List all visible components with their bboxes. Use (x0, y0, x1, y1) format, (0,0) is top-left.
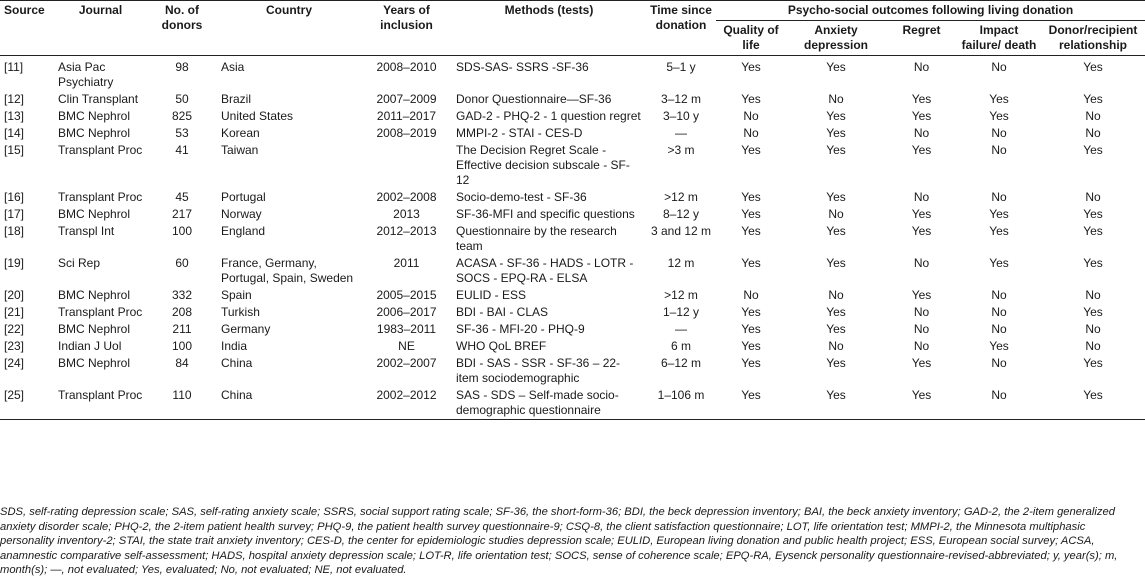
table-row (0, 255, 1145, 287)
cell-source: [20] (4, 288, 25, 302)
cell-anxiety: Yes (786, 387, 886, 420)
cell-time: 6–12 m (660, 356, 702, 370)
cell-methods: WHO QoL BREF (456, 339, 547, 353)
cell-regret: Yes (911, 92, 932, 106)
cell-time: 1–12 y (662, 305, 700, 319)
cell-regret: Yes (911, 109, 932, 123)
cell-time: 1–106 m (646, 387, 716, 420)
header-outcomes-group: Psycho-social outcomes following living donation (716, 1, 1145, 21)
cell-regret: Yes (911, 288, 932, 302)
cell-anxiety: Yes (826, 224, 846, 238)
cell-regret: Yes (911, 356, 932, 370)
cell-country: France, Germany, Portugal, Spain, Sweden (221, 256, 354, 285)
cell-methods: EULID - ESS (456, 288, 527, 302)
cell-qol: Yes (741, 92, 761, 106)
cell-years: 2011–2017 (376, 109, 437, 123)
cell-impact: No (991, 190, 1007, 204)
cell-country: Spain (221, 288, 252, 302)
cell-qol: Yes (741, 224, 761, 238)
cell-anxiety: No (828, 288, 844, 302)
cell-impact: Yes (989, 92, 1009, 106)
table-row (0, 56, 1145, 92)
cell-journal: BMC Nephrol (58, 207, 131, 221)
table-row (0, 387, 1145, 420)
cell-years: NE (398, 339, 415, 353)
cell-donors: 41 (175, 143, 189, 157)
cell-years: 2002–2007 (376, 356, 437, 370)
cell-donors: 110 (147, 387, 217, 420)
cell-time: 12 m (667, 256, 695, 270)
cell-journal: Indian J Uol (58, 339, 122, 353)
cell-anxiety: No (828, 339, 844, 353)
cell-qol: No (743, 288, 759, 302)
table-body (0, 56, 1145, 420)
header-regret: Regret (902, 23, 941, 37)
table-row (0, 206, 1145, 223)
cell-qol: Yes (741, 322, 761, 336)
cell-years: 2005–2015 (376, 288, 437, 302)
cell-years: 2011 (393, 256, 420, 270)
cell-qol: Yes (716, 387, 786, 420)
cell-journal: Clin Transplant (58, 92, 139, 106)
cell-relationship: No (1085, 190, 1101, 204)
table-row (0, 125, 1145, 142)
cell-journal: BMC Nephrol (58, 322, 131, 336)
cell-source: [24] (4, 356, 25, 370)
cell-anxiety: Yes (826, 322, 846, 336)
cell-impact: No (991, 143, 1007, 157)
cell-country: England (221, 224, 266, 238)
cell-country: India (221, 339, 248, 353)
cell-anxiety: Yes (826, 190, 846, 204)
cell-relationship: Yes (1083, 224, 1103, 238)
cell-country: China (221, 356, 253, 370)
cell-donors: 60 (175, 256, 189, 270)
cell-impact: Yes (989, 207, 1009, 221)
cell-time: — (675, 126, 687, 140)
cell-regret: Yes (911, 224, 932, 238)
table-row (0, 223, 1145, 255)
cell-donors: 45 (175, 190, 189, 204)
cell-methods: BDI - SAS - SSR - SF-36 – 22-item sociodemographic (456, 356, 621, 385)
cell-relationship: No (1085, 109, 1101, 123)
header-journal: Journal (54, 1, 147, 56)
cell-time: 8–12 y (662, 207, 700, 221)
cell-years: 2008–2010 (376, 60, 437, 74)
cell-regret: No (913, 190, 930, 204)
cell-source: [18] (4, 224, 25, 238)
cell-years: 2007–2009 (376, 92, 437, 106)
cell-relationship: No (1085, 339, 1101, 353)
cell-country: Germany (221, 322, 271, 336)
cell-qol: Yes (741, 207, 761, 221)
cell-anxiety: No (828, 207, 844, 221)
cell-anxiety: Yes (826, 109, 846, 123)
cell-regret: No (913, 60, 930, 74)
cell-donors: 53 (175, 126, 189, 140)
header-country: Country (217, 1, 361, 56)
cell-qol: Yes (741, 339, 761, 353)
cell-impact: No (991, 60, 1007, 74)
cell-regret: No (913, 305, 930, 319)
cell-time: 3 and 12 m (650, 224, 712, 238)
cell-journal: BMC Nephrol (58, 288, 131, 302)
cell-country: Turkish (221, 305, 260, 319)
cell-years: 2013 (393, 207, 420, 221)
cell-methods: Donor Questionnaire—SF-36 (456, 92, 612, 106)
cell-methods: MMPI-2 - STAI - CES-D (456, 126, 583, 140)
cell-impact: No (991, 126, 1007, 140)
cell-impact: Yes (989, 256, 1009, 270)
header-row-1 (0, 1, 1145, 21)
cell-donors: 208 (171, 305, 193, 319)
cell-years: 2006–2017 (376, 305, 437, 319)
cell-country: Norway (221, 207, 262, 221)
cell-time: — (675, 322, 687, 336)
cell-methods: ACASA - SF-36 - HADS - LOTR - SOCS - EPQ-RA - ELSA (456, 256, 634, 285)
cell-years: 2012–2013 (376, 224, 437, 238)
cell-regret: No (913, 322, 930, 336)
cell-source: [21] (4, 305, 25, 319)
cell-journal: Transpl Int (58, 224, 115, 238)
cell-impact: Yes (989, 224, 1009, 238)
cell-time: 3–12 m (660, 92, 702, 106)
cell-impact: Yes (989, 339, 1009, 353)
table-row (0, 189, 1145, 206)
cell-regret: No (913, 126, 930, 140)
table-row (0, 321, 1145, 338)
cell-qol: Yes (741, 356, 761, 370)
cell-qol: Yes (741, 190, 761, 204)
cell-source: [25] (0, 387, 54, 420)
cell-time: >3 m (667, 143, 695, 157)
cell-anxiety: Yes (826, 356, 846, 370)
header-source: Source (0, 1, 54, 56)
table-row (0, 91, 1145, 108)
cell-relationship: Yes (1083, 305, 1103, 319)
table-row (0, 355, 1145, 387)
cell-country: Taiwan (221, 143, 259, 157)
cell-methods: Questionnaire by the research team (456, 224, 617, 253)
cell-source: [17] (4, 207, 25, 221)
cell-qol: Yes (741, 60, 761, 74)
table-row (0, 287, 1145, 304)
cell-country: Brazil (221, 92, 252, 106)
cell-years: 2008–2019 (376, 126, 437, 140)
cell-methods: Socio-demo-test - SF-36 (456, 190, 587, 204)
header-methods: Methods (tests) (452, 1, 646, 56)
cell-donors: 100 (171, 339, 193, 353)
cell-source: [12] (4, 92, 25, 106)
cell-time: 3–10 y (662, 109, 700, 123)
cell-relationship: No (1085, 322, 1101, 336)
cell-country: China (217, 387, 361, 420)
cell-relationship: No (1085, 126, 1101, 140)
cell-journal: Transplant Proc (58, 305, 143, 319)
cell-impact: No (991, 322, 1007, 336)
cell-relationship: No (1085, 288, 1101, 302)
cell-impact: No (991, 305, 1007, 319)
cell-donors: 84 (175, 356, 189, 370)
cell-time: >12 m (664, 288, 698, 302)
cell-donors: 217 (171, 207, 193, 221)
cell-source: [11] (4, 60, 24, 74)
cell-anxiety: Yes (826, 305, 846, 319)
header-relationship: Donor/recipient relationship (1048, 23, 1138, 52)
cell-regret: Yes (886, 387, 957, 420)
cell-regret: Yes (911, 143, 932, 157)
header-years: Years of inclusion (361, 1, 452, 56)
cell-time: 6 m (670, 339, 691, 353)
cell-years: 1983–2011 (376, 322, 437, 336)
cell-impact: No (957, 387, 1041, 420)
cell-journal: Transplant Proc (58, 143, 143, 157)
cell-regret: No (913, 339, 930, 353)
cell-methods: SDS-SAS- SSRS -SF-36 (456, 60, 589, 74)
cell-country: United States (221, 109, 294, 123)
cell-time: 5–1 y (666, 60, 696, 74)
cell-relationship: Yes (1083, 256, 1103, 270)
cell-donors: 825 (171, 109, 193, 123)
table-footnote: SDS, self-rating depression scale; SAS, self-rating anxiety scale; SSRS, social support rating scale; SF-36, the short-form-36; BDI, the beck depression inventory; BAI, the beck anxiety inventory; GAD-2, the 2-item generalized anxiety disorder scale; PHQ-2, the 2-item patient health survey; PHQ-9, the patient health survey questionnaire-9; CSQ-8, the client satisfaction questionnaire; LOT, life orientation test; MMPI-2, the Minnesota multiphasic personality inventory-2; STAI, the state trait anxiety inventory; CES-D, the center for epidemiologic studies depression scale; EULID, European living donation and public health project; ESS, European social survey; ACSA, anamnestic comparative self-assessment; HADS, hospital anxiety depression scale; LOT-R, life orientation test; SOCS, sense of coherence scale; EPQ-RA, Eysenck personality questionnaire-revised-abbreviated; y, year(s); m, month(s); —, not evaluated; Yes, evaluated; No, not evaluated; NE, not evaluated. (0, 506, 1118, 577)
header-anxiety: Anxiety depression (803, 23, 869, 52)
cell-anxiety: Yes (826, 60, 846, 74)
table-row (0, 304, 1145, 321)
cell-relationship: Yes (1083, 92, 1103, 106)
cell-journal: Asia Pac Psychiatry (58, 60, 114, 89)
cell-source: [14] (4, 126, 25, 140)
cell-journal: Transplant Proc (58, 190, 143, 204)
table-row (0, 142, 1145, 189)
cell-qol: No (743, 109, 759, 123)
cell-relationship: Yes (1083, 207, 1103, 221)
cell-source: [13] (4, 109, 25, 123)
cell-methods: SF-36 - MFI-20 - PHQ-9 (456, 322, 585, 336)
cell-country: Portugal (221, 190, 266, 204)
cell-anxiety: Yes (826, 256, 846, 270)
cell-years (361, 142, 452, 189)
cell-impact: No (991, 356, 1007, 370)
cell-donors: 100 (171, 224, 193, 238)
table-row (0, 108, 1145, 125)
header-time: Time since donation (646, 1, 716, 56)
cell-methods: GAD-2 - PHQ-2 - 1 question regret (456, 109, 641, 123)
cell-journal: BMC Nephrol (58, 109, 131, 123)
table-row (0, 338, 1145, 355)
cell-methods: The Decision Regret Scale - Effective decision subscale - SF-12 (456, 143, 630, 187)
cell-years: 2002–2008 (376, 190, 437, 204)
cell-impact: Yes (989, 109, 1009, 123)
cell-relationship: Yes (1083, 60, 1103, 74)
cell-source: [23] (4, 339, 25, 353)
cell-qol: Yes (741, 256, 761, 270)
cell-anxiety: No (828, 92, 844, 106)
cell-country: Korean (221, 126, 260, 140)
cell-source: [16] (4, 190, 25, 204)
header-qol: Quality of life (723, 23, 779, 52)
cell-regret: No (913, 256, 930, 270)
cell-donors: 332 (171, 288, 193, 302)
header-impact: Impact failure/ death (961, 23, 1037, 52)
cell-regret: Yes (911, 207, 932, 221)
cell-donors: 211 (172, 322, 192, 336)
cell-relationship: Yes (1083, 356, 1103, 370)
cell-methods: SAS - SDS – Self-made socio-demographic questionnaire (452, 387, 646, 420)
cell-years: 2002–2012 (361, 387, 452, 420)
cell-methods: BDI - BAI - CLAS (456, 305, 549, 319)
cell-source: [22] (4, 322, 25, 336)
cell-donors: 98 (175, 60, 189, 74)
cell-source: [15] (4, 143, 25, 157)
cell-donors: 50 (175, 92, 189, 106)
cell-relationship: Yes (1041, 387, 1145, 420)
cell-journal: BMC Nephrol (58, 356, 131, 370)
cell-anxiety: Yes (826, 143, 846, 157)
header-donors: No. of donors (147, 1, 217, 56)
cell-qol: No (743, 126, 759, 140)
cell-impact: No (991, 288, 1007, 302)
cell-qol: Yes (741, 305, 761, 319)
cell-relationship: Yes (1083, 143, 1103, 157)
cell-journal: BMC Nephrol (58, 126, 131, 140)
cell-methods: SF-36-MFI and specific questions (456, 207, 635, 221)
cell-source: [19] (4, 256, 25, 270)
cell-qol: Yes (741, 143, 761, 157)
cell-journal: Sci Rep (58, 256, 101, 270)
cell-time: >12 m (664, 190, 698, 204)
cell-journal: Transplant Proc (54, 387, 147, 420)
cell-anxiety: Yes (826, 126, 846, 140)
cell-country: Asia (221, 60, 245, 74)
